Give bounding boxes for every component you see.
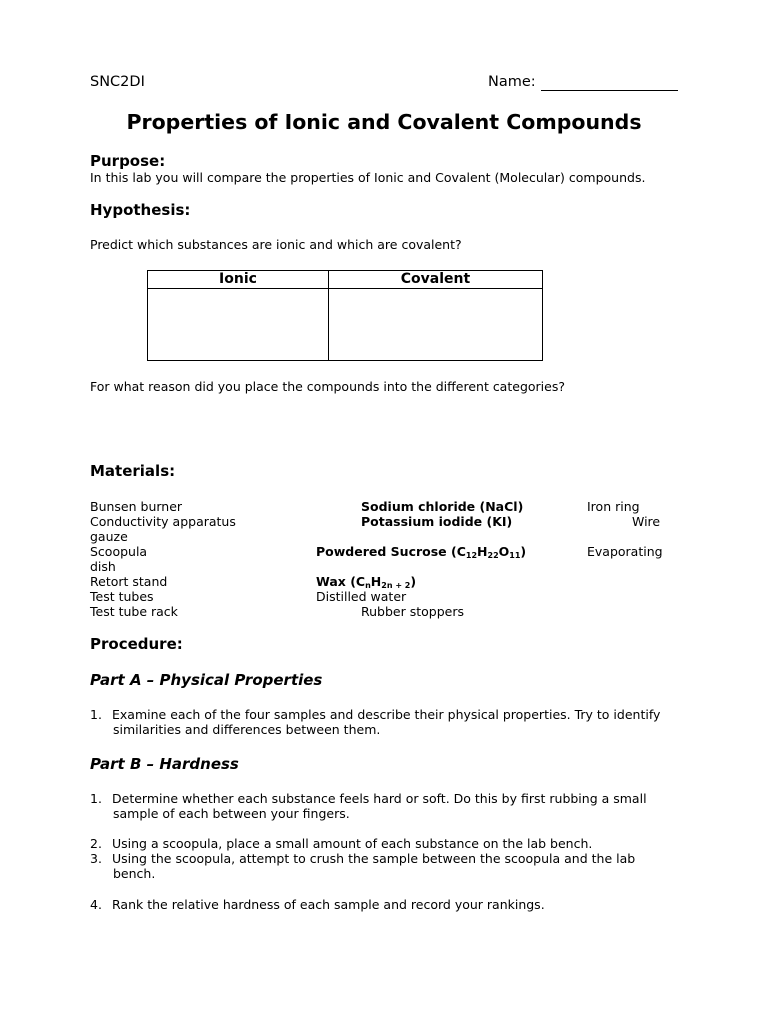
part-b-step-continued: bench. xyxy=(113,866,156,881)
part-b-heading: Part B – Hardness xyxy=(90,755,239,773)
part-b-step: 1. Determine whether each substance feels hard or soft. Do this by first rubbing a small xyxy=(90,791,647,806)
material-wire: Wire xyxy=(632,514,661,529)
material-sodium-chloride: Sodium chloride (NaCl) xyxy=(361,499,524,514)
part-a-step-continued: similarities and differences between them. xyxy=(113,722,381,737)
purpose-text: In this lab you will compare the properties of Ionic and Covalent (Molecular) compounds. xyxy=(90,170,646,185)
material-item: Test tubes xyxy=(90,589,154,604)
material-sucrose: Powdered Sucrose $(C_{12}H_{22}O_{11})$ xyxy=(316,544,527,560)
procedure-heading: Procedure: xyxy=(90,635,183,653)
materials-heading: Materials: xyxy=(90,462,176,480)
name-blank-line[interactable] xyxy=(541,90,678,91)
material-item: gauze xyxy=(90,529,128,544)
hypothesis-table xyxy=(147,270,543,361)
hypothesis-question: Predict which substances are ionic and which are covalent? xyxy=(90,237,462,252)
hypothesis-heading: Hypothesis: xyxy=(90,201,191,219)
material-iron-ring: Iron ring xyxy=(587,499,640,514)
material-distilled-water: Distilled water xyxy=(316,589,407,604)
ionic-column-header: Ionic xyxy=(148,271,329,289)
purpose-heading: Purpose: xyxy=(90,152,166,170)
part-b-step: 4. Rank the relative hardness of each sample and record your rankings. xyxy=(90,897,545,912)
covalent-answer-cell[interactable] xyxy=(329,289,543,361)
material-potassium-iodide: Potassium iodide (KI) xyxy=(361,514,513,529)
material-item: Bunsen burner xyxy=(90,499,183,514)
part-b-step: 3. Using the scoopula, attempt to crush the sample between the scoopula and the lab xyxy=(90,851,636,866)
part-b-step-continued: sample of each between your fingers. xyxy=(113,806,350,821)
course-code: SNC2DI xyxy=(90,74,145,90)
page-title: Properties of Ionic and Covalent Compounds xyxy=(126,110,642,134)
part-a-step: 1. Examine each of the four samples and describe their physical properties. Try to identify xyxy=(90,707,661,722)
ionic-answer-cell[interactable] xyxy=(148,289,329,361)
part-b-step: 2. Using a scoopula, place a small amount of each substance on the lab bench. xyxy=(90,836,593,851)
material-evaporating: Evaporating xyxy=(587,544,663,559)
material-item: Scoopula xyxy=(90,544,148,559)
material-item: Conductivity apparatus xyxy=(90,514,236,529)
material-item: dish xyxy=(90,559,116,574)
reason-question: For what reason did you place the compounds into the different categories? xyxy=(90,379,565,394)
material-rubber-stoppers: Rubber stoppers xyxy=(361,604,464,619)
name-label: Name: xyxy=(488,74,536,90)
covalent-column-header: Covalent xyxy=(329,271,543,289)
material-item: Retort stand xyxy=(90,574,168,589)
material-item: Test tube rack xyxy=(90,604,178,619)
material-wax: Wax $(C_nH_{2n + 2})$ xyxy=(316,574,417,590)
part-a-heading: Part A – Physical Properties xyxy=(90,671,323,689)
